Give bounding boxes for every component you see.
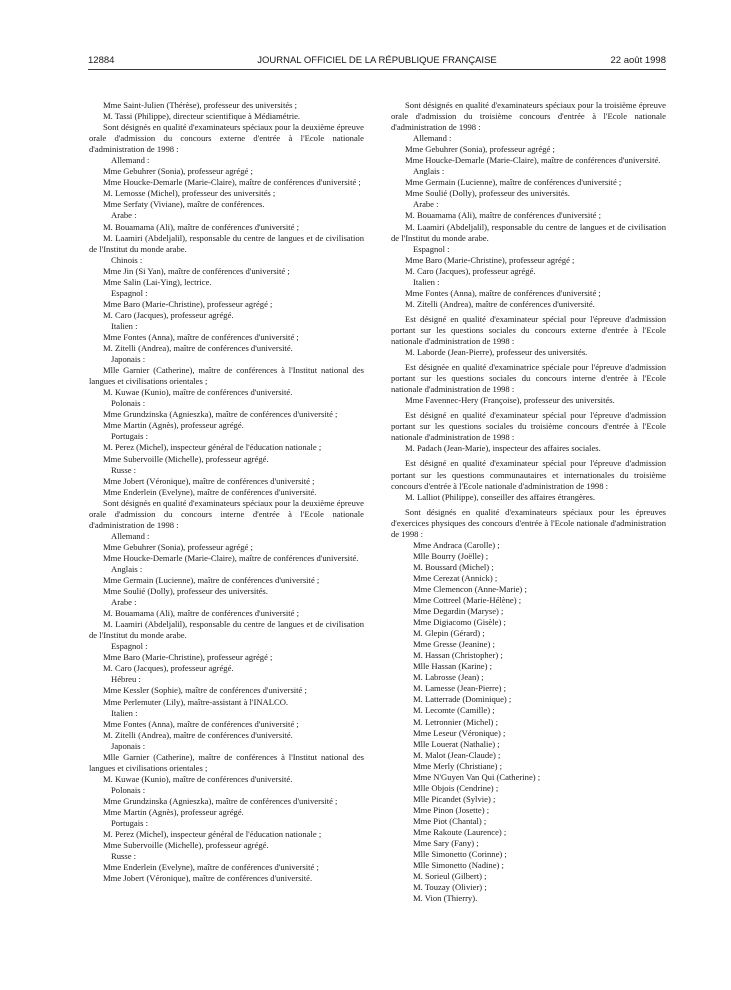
text-line: Mme Gebuhrer (Sonia), professeur agrégé ; [103,166,253,177]
text-line: Mme Gebuhrer (Sonia), professeur agrégé ; [405,144,555,155]
text-line: Mlle Garnier (Catherine), maître de conférences à l'Institut national des langues et civilisations orientales ; [89,751,364,773]
text-line: Mme Fontes (Anna), maître de conférences d'université ; [405,287,601,298]
text-line: M. Zitelli (Andrea), maître de conférences d'université. [103,729,293,740]
right-column [391,100,666,904]
text-line: Mme Houcke-Demarle (Marie-Claire), maître de conférences d'université. [103,552,359,563]
text-line: M. Bouamama (Ali), maître de conférences d'université ; [405,210,602,221]
language-heading: Arabe : [413,199,439,210]
text-line: Mme Baro (Marie-Christine), professeur agrégé ; [103,298,273,309]
examiner-name: M. Hassan (Christopher) ; [413,650,503,661]
examiner-name: M. Latterrade (Dominique) ; [413,694,512,705]
text-line: Mme Subervoille (Michelle), professeur agrégé. [103,840,269,851]
language-heading: Espagnol : [111,287,148,298]
text-line: M. Padach (Jean-Marie), inspecteur des affaires sociales. [405,443,601,454]
text-line: M. Laamiri (Abdeljalil), responsable du centre de langues et de civilisation de l'Institut du monde arabe. [89,619,364,641]
text-line: M. Caro (Jacques), professeur agrégé. [103,309,234,320]
language-heading: Espagnol : [111,641,148,652]
language-heading: Japonais : [111,740,146,751]
text-line: M. Caro (Jacques), professeur agrégé. [103,663,234,674]
paragraph: Est désigné en qualité d'examinateur spécial pour l'épreuve d'admission portant sur les questions communautaires et internationales du troisième concours d'entrée à l'Ecole nationale d'administration de 1998 : [391,458,666,491]
examiner-name: Mme Sary (Fany) ; [413,838,479,849]
text-line: Mme Martin (Agnès), professeur agrégé. [103,420,244,431]
text-line: Mme Grundzinska (Agnieszka), maître de conférences d'université ; [103,795,338,806]
examiner-name: Mme Leseur (Véronique) ; [413,727,506,738]
text-line: M. Laamiri (Abdeljalil), responsable du centre de langues et de civilisation de l'Institut du monde arabe. [391,221,666,243]
examiner-name: Mme Piot (Chantal) ; [413,815,487,826]
text-line: M. Bouamama (Ali), maître de conférences d'université ; [103,221,300,232]
text-line: M. Zitelli (Andrea), maître de conférences d'université. [103,343,293,354]
text-line: M. Zitelli (Andrea), maître de conférences d'université. [405,298,595,309]
paragraph: Est désignée en qualité d'examinatrice spéciale pour l'épreuve d'admission portant sur les questions sociales du concours interne d'entrée à l'Ecole nationale d'administration de 1998 : [391,362,666,395]
text-line: Mme Houcke-Demarle (Marie-Claire), maître de conférences d'université. [405,155,661,166]
language-heading: Polonais : [111,784,146,795]
text-line: Mme Enderlein (Evelyne), maître de conférences d'université ; [103,862,319,873]
examiner-name: M. Sorieul (Gilbert) ; [413,871,487,882]
examiner-name: M. Touzay (Olivier) ; [413,882,487,893]
examiner-name: Mlle Louerat (Nathalie) ; [413,738,500,749]
text-line: Mme Fontes (Anna), maître de conférences d'université ; [103,331,299,342]
text-line: M. Bouamama (Ali), maître de conférences d'université ; [103,608,300,619]
examiner-name: Mlle Bourry (Joëlle) ; [413,550,489,561]
text-line: Mme Serfaty (Viviane), maître de conférences. [103,199,265,210]
text-line: Mlle Garnier (Catherine), maître de conférences à l'Institut national des langues et civilisations orientales ; [89,365,364,387]
text-line: M. Laamiri (Abdeljalil), responsable du centre de langues et de civilisation de l'Institut du monde arabe. [89,232,364,254]
examiner-name: M. Lecomte (Camille) ; [413,705,495,716]
language-heading: Anglais : [111,563,143,574]
language-heading: Italien : [111,320,138,331]
text-line: Mme Soulié (Dolly), professeur des universités. [405,188,570,199]
examiner-name: Mlle Hassan (Karine) ; [413,661,492,672]
text-line: Mme Soulié (Dolly), professeur des universités. [103,586,268,597]
text-line: Mme Houcke-Demarle (Marie-Claire), maître de conférences d'université ; [103,177,361,188]
examiner-name: M. Vion (Thierry). [413,893,478,904]
text-line: M. Perez (Michel), inspecteur général de l'éducation nationale ; [103,442,322,453]
text-line: M. Kuwae (Kunio), maître de conférences d'université. [103,773,293,784]
language-heading: Portugais : [111,431,149,442]
examiner-name: Mme Digiacomo (Gisèle) ; [413,617,506,628]
text-line: Mme Baro (Marie-Christine), professeur agrégé ; [103,652,273,663]
paragraph: Est désigné en qualité d'examinateur spécial pour l'épreuve d'admission portant sur les questions sociales du troisième concours d'entrée à l'Ecole nationale d'administration de 1998 : [391,410,666,443]
examiner-name: Mme Degardin (Maryse) ; [413,606,504,617]
examiner-name: Mme Cottreel (Marie-Hélène) ; [413,595,522,606]
text-line: Mme Subervoille (Michelle), professeur agrégé. [103,453,269,464]
language-heading: Polonais : [111,398,146,409]
examiner-name: Mme Clemencon (Anne-Marie) ; [413,583,527,594]
language-heading: Russe : [111,464,137,475]
examiner-name: Mlle Simonetto (Nadine) ; [413,860,504,871]
text-line: Mme Gebuhrer (Sonia), professeur agrégé ; [103,541,253,552]
issue-date: 22 août 1998 [610,55,666,66]
language-heading: Italien : [111,707,138,718]
language-heading: Italien : [413,276,440,287]
header-rule [88,69,666,70]
examiner-name: M. Malot (Jean-Claude) ; [413,749,501,760]
language-heading: Japonais : [111,354,146,365]
text-line: M. Caro (Jacques), professeur agrégé. [405,265,536,276]
language-heading: Hébreu : [111,674,141,685]
journal-title: JOURNAL OFFICIEL DE LA RÉPUBLIQUE FRANÇAISE [257,55,497,66]
text-line: M. Kuwae (Kunio), maître de conférences d'université. [103,387,293,398]
left-column [89,100,364,884]
paragraph: Sont désignés en qualité d'examinateurs spéciaux pour la deuxième épreuve orale d'admission du concours externe d'entrée à l'Ecole nationale d'administration de 1998 : [89,122,364,155]
text-line: Mme Salin (Lai-Ying), lectrice. [103,276,212,287]
examiner-name: Mme Cerezat (Annick) ; [413,572,498,583]
language-heading: Espagnol : [413,243,450,254]
text-line: Mme Jobert (Véronique), maître de conférences d'université ; [103,475,315,486]
text-line: Mme Perlemuter (Lily), maître-assistant à l'INALCO. [103,696,289,707]
language-heading: Portugais : [111,818,149,829]
text-line: Mme Grundzinska (Agnieszka), maître de conférences d'université ; [103,409,338,420]
text-line: Mme Saint-Julien (Thérèse), professeur des universités ; [103,100,298,110]
text-line: Mme Kessler (Sophie), maître de conférences d'université ; [103,685,307,696]
examiner-name: Mlle Objois (Cendrine) ; [413,782,499,793]
page-header [88,55,666,69]
paragraph: Est désigné en qualité d'examinateur spécial pour l'épreuve d'admission portant sur les questions sociales du concours externe d'entrée à l'Ecole nationale d'administration de 1998 : [391,313,666,346]
page-number: 12884 [88,55,115,66]
text-line: Mme Germain (Lucienne), maître de conférences d'université ; [103,575,320,586]
examiner-name: Mlle Picandet (Sylvie) ; [413,793,496,804]
text-line: Mme Jobert (Véronique), maître de conférences d'université. [103,873,313,884]
paragraph: Sont désignés en qualité d'examinateurs spéciaux pour la deuxième épreuve orale d'admission du concours interne d'entrée à l'Ecole nationale d'administration de 1998 : [89,497,364,530]
language-heading: Russe : [111,851,137,862]
text-line: Mme Fontes (Anna), maître de conférences d'université ; [103,718,299,729]
examiner-name: Mme Rakoute (Laurence) ; [413,827,507,837]
text-line: M. Laborde (Jean-Pierre), professeur des universités. [405,347,588,358]
text-line: M. Tassi (Philippe), directeur scientifique à Médiamétrie. [103,111,301,122]
text-line: M. Lalliot (Philippe), conseiller des affaires étrangères. [405,491,596,502]
examiner-name: Mme Andraca (Carolle) ; [413,539,500,550]
language-heading: Anglais : [413,166,445,177]
text-line: M. Lemosse (Michel), professeur des universités ; [103,188,276,199]
text-line: Mme Germain (Lucienne), maître de conférences d'université ; [405,177,622,188]
paragraph: Sont désignés en qualité d'examinateurs spéciaux pour les épreuves d'exercices physiques des concours d'entrée à l'Ecole nationale d'administration de 1998 : [391,506,666,539]
examiner-name: M. Letronnier (Michel) ; [413,716,498,727]
text-line: Mme Jin (Si Yan), maître de conférences d'université ; [103,265,290,276]
language-heading: Allemand : [111,530,150,541]
examiner-name: M. Lamesse (Jean-Pierre) ; [413,683,507,694]
examiner-name: M. Boussard (Michel) ; [413,561,494,572]
text-line: Mme Baro (Marie-Christine), professeur agrégé ; [405,254,575,265]
paragraph: Sont désignés en qualité d'examinateurs spéciaux pour la troisième épreuve orale d'admission du troisième concours d'entrée à l'Ecole nationale d'administration de 1998 : [391,100,666,133]
examiner-name: Mlle Simonetto (Corinne) ; [413,849,507,860]
text-line: M. Perez (Michel), inspecteur général de l'éducation nationale ; [103,829,322,840]
examiner-name: M. Labrosse (Jean) ; [413,672,484,683]
text-line: Mme Martin (Agnès), professeur agrégé. [103,807,244,817]
examiner-name: Mme Merly (Christiane) ; [413,760,503,771]
examiner-name: Mme N'Guyen Van Qui (Catherine) ; [413,771,541,782]
examiner-name: M. Glepin (Gérard) ; [413,628,485,639]
language-heading: Allemand : [111,155,150,166]
language-heading: Arabe : [111,210,137,221]
language-heading: Arabe : [111,597,137,608]
language-heading: Chinois : [111,254,143,265]
text-line: Mme Favennec-Hery (Françoise), professeur des universités. [405,395,615,406]
examiner-name: Mme Pinon (Josette) ; [413,804,490,815]
text-line: Mme Enderlein (Evelyne), maître de conférences d'université. [103,486,317,497]
examiner-name: Mme Gresse (Jeanine) ; [413,639,495,650]
language-heading: Allemand : [413,133,452,144]
